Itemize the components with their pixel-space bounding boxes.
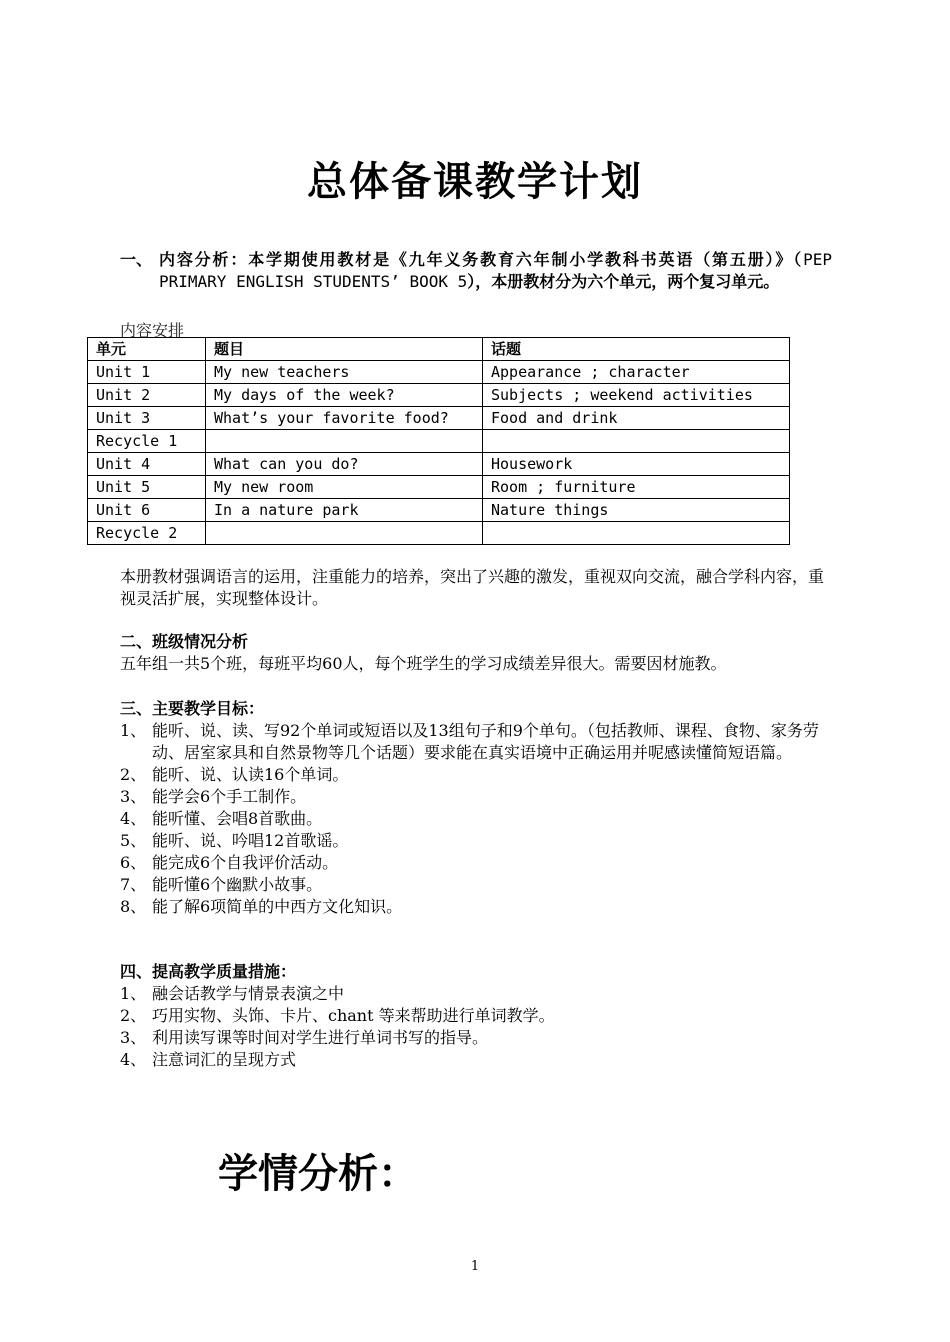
section3-heading: 三、主要教学目标：	[120, 699, 265, 718]
list-item	[120, 983, 832, 1005]
list-item-number: 8、	[120, 897, 147, 916]
cell-topic: Subjects ; weekend activities	[483, 384, 790, 407]
cell-title: My new room	[206, 476, 483, 499]
cell-title	[206, 522, 483, 545]
table-row	[88, 476, 790, 499]
list-item	[120, 896, 832, 918]
quality-measures-list	[120, 983, 832, 1071]
cell-title: My new teachers	[206, 361, 483, 384]
cell-unit: Unit 5	[88, 476, 206, 499]
cell-topic: Room ; furniture	[483, 476, 790, 499]
table-row	[88, 361, 790, 384]
cell-unit: Recycle 2	[88, 522, 206, 545]
list-item	[120, 1027, 832, 1049]
cell-unit: Unit 4	[88, 453, 206, 476]
cell-unit: Unit 3	[88, 407, 206, 430]
table-row	[88, 384, 790, 407]
cell-title: In a nature park	[206, 499, 483, 522]
section-text-b: ），本册教材分为六个单元，两个复习单元。	[467, 272, 780, 291]
cell-unit: Unit 6	[88, 499, 206, 522]
cell-title	[206, 430, 483, 453]
section-number: 一、	[120, 250, 153, 269]
table-header-row	[88, 338, 790, 361]
list-item	[120, 786, 832, 808]
list-item-text: 巧用实物、头饰、卡片、chant 等来帮助进行单词教学。	[152, 1006, 555, 1025]
cell-title: What can you do?	[206, 453, 483, 476]
list-item-number: 2、	[120, 1006, 147, 1025]
section-text-a: 内容分析：本学期使用教材是《九年义务教育六年制小学教科书英语（第五册）》（	[159, 250, 804, 269]
list-item-text: 注意词汇的呈现方式	[152, 1050, 297, 1069]
list-item-text: 能完成6个自我评价活动。	[152, 853, 339, 872]
list-item	[120, 874, 832, 896]
list-item-text: 能听、说、认读16个单词。	[152, 765, 349, 784]
list-item-text: 能听懂6个幽默小故事。	[152, 875, 323, 894]
list-item-number: 1、	[120, 721, 147, 740]
list-item-number: 7、	[120, 875, 147, 894]
list-item-number: 4、	[120, 809, 147, 828]
page-number: 1	[470, 1259, 480, 1274]
cell-topic	[483, 430, 790, 453]
list-item-number: 1、	[120, 984, 147, 1003]
summary-paragraph: 本册教材强调语言的运用，注重能力的培养，突出了兴趣的激发，重视双向交流，融合学科内容，重视灵活扩展，实现整体设计。	[120, 567, 825, 608]
cell-topic: Food and drink	[483, 407, 790, 430]
list-item	[120, 808, 832, 830]
list-item-number: 3、	[120, 1028, 147, 1047]
table-row	[88, 499, 790, 522]
section2-text: 五年组一共5个班，每班平均60人，每个班学生的学习成绩差异很大。需要因材施教。	[120, 654, 727, 673]
list-item-number: 4、	[120, 1050, 147, 1069]
list-item-text: 能听、说、读、写92个单词或短语以及13组句子和9个单句。（包括教师、课程、食物、家务劳动、居室家具和自然景物等几个话题）要求能在真实语境中正确运用并呢感读懂简短语篇。	[152, 721, 819, 762]
cell-topic: Nature things	[483, 499, 790, 522]
section-content-analysis	[120, 249, 832, 293]
cell-title: My days of the week?	[206, 384, 483, 407]
cell-title: What’s your favorite food?	[206, 407, 483, 430]
list-item-number: 2、	[120, 765, 147, 784]
table-row	[88, 407, 790, 430]
list-item-text: 能听、说、吟唱12首歌谣。	[152, 831, 349, 850]
cell-unit: Unit 2	[88, 384, 206, 407]
list-item-text: 能听懂、会唱8首歌曲。	[152, 809, 323, 828]
page-title: 总体备课教学计划	[307, 159, 643, 205]
list-item-text: 能学会6个手工制作。	[152, 787, 307, 806]
list-item	[120, 852, 832, 874]
list-item	[120, 830, 832, 852]
cell-topic	[483, 522, 790, 545]
teaching-goals-list	[120, 720, 832, 918]
list-item-number: 5、	[120, 831, 147, 850]
list-item-text: 融会话教学与情景表演之中	[152, 984, 345, 1003]
table-row	[88, 430, 790, 453]
units-table	[87, 337, 790, 545]
cell-unit: Recycle 1	[88, 430, 206, 453]
list-item	[120, 764, 832, 786]
header-title: 题目	[206, 338, 483, 361]
section4-heading: 四、提高教学质量措施：	[120, 962, 297, 981]
book-name: PEP PRIMARY ENGLISH STUDENTS’ BOOK 5	[159, 250, 832, 291]
cell-unit: Unit 1	[88, 361, 206, 384]
section2-heading: 二、班级情况分析	[120, 632, 249, 651]
list-item-text: 能了解6项简单的中西方文化知识。	[152, 897, 403, 916]
content-layout-label: 内容安排	[120, 321, 185, 340]
table-row	[88, 522, 790, 545]
list-item	[120, 1049, 832, 1071]
list-item-number: 3、	[120, 787, 147, 806]
cell-topic: Appearance ; character	[483, 361, 790, 384]
section-text	[159, 249, 832, 293]
cell-topic: Housework	[483, 453, 790, 476]
list-item	[120, 720, 832, 764]
list-item-number: 6、	[120, 853, 147, 872]
list-item-text: 利用读写课等时间对学生进行单词书写的指导。	[152, 1028, 489, 1047]
table-row	[88, 453, 790, 476]
header-unit: 单元	[88, 338, 206, 361]
header-topic: 话题	[483, 338, 790, 361]
analysis-title: 学情分析：	[218, 1151, 418, 1197]
list-item	[120, 1005, 832, 1027]
